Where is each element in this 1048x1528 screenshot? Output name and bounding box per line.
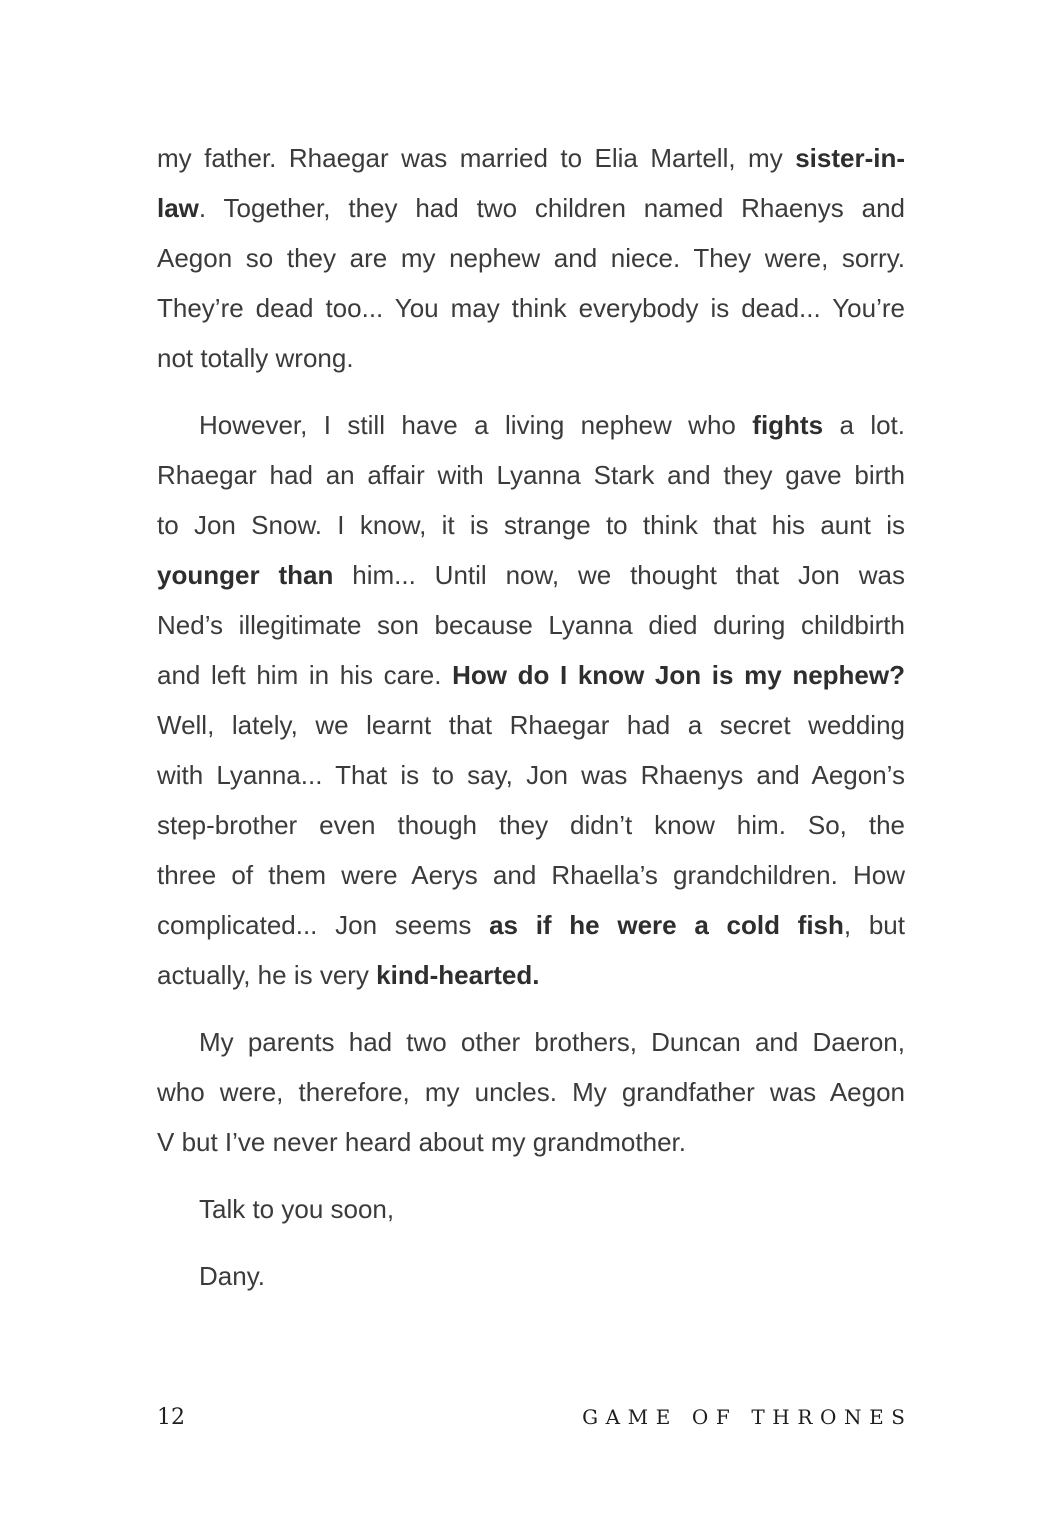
paragraph xyxy=(157,400,905,1000)
text-line xyxy=(157,133,905,183)
text-line xyxy=(157,850,905,900)
text-segment: V but I’ve never heard about my grandmother. xyxy=(157,1127,686,1157)
text-line xyxy=(157,900,905,950)
text-segment: a lot. xyxy=(823,410,906,440)
text-segment: . Together, they had two children named Rhaenys and xyxy=(198,193,905,223)
page-number: 12 xyxy=(157,1405,185,1430)
text-segment: not totally wrong. xyxy=(157,343,354,373)
text-segment: However, I still have a living nephew who xyxy=(199,410,753,440)
text-segment: Rhaegar had an affair with Lyanna Stark and they gave birth xyxy=(157,460,905,490)
text-segment: Aegon so they are my nephew and niece. They were, sorry. xyxy=(157,243,905,273)
text-line xyxy=(157,700,905,750)
text-segment: who were, therefore, my uncles. My grandfather was Aegon xyxy=(157,1077,905,1107)
bold-text-segment: fights xyxy=(752,410,824,440)
bold-text-segment: as if he were a cold fish xyxy=(489,910,844,940)
text-line xyxy=(157,283,905,333)
text-line xyxy=(157,1017,905,1067)
text-line xyxy=(157,950,905,1000)
text-line xyxy=(157,1117,905,1167)
text-line xyxy=(157,750,905,800)
text-line xyxy=(157,400,905,450)
text-segment: actually, he is very xyxy=(157,960,377,990)
text-line xyxy=(157,333,905,383)
text-line xyxy=(157,233,905,283)
text-segment: , but xyxy=(843,910,905,940)
text-line xyxy=(157,450,905,500)
text-segment: with Lyanna... That is to say, Jon was Rhaenys and Aegon’s xyxy=(157,760,905,790)
text-segment: him... Until now, we thought that Jon was xyxy=(333,560,906,590)
text-segment: Ned’s illegitimate son because Lyanna died during childbirth xyxy=(157,610,905,640)
text-line xyxy=(157,800,905,850)
text-line xyxy=(157,1067,905,1117)
bold-text-segment: kind-hearted. xyxy=(376,960,540,990)
text-segment: Dany. xyxy=(199,1261,265,1291)
text-line xyxy=(157,1251,905,1301)
paragraph xyxy=(157,133,905,383)
text-segment: three of them were Aerys and Rhaella’s grandchildren. How xyxy=(157,860,905,890)
bold-text-segment: law xyxy=(157,193,199,223)
text-segment: My parents had two other brothers, Duncan and Daeron, xyxy=(199,1027,905,1057)
text-segment: Well, lately, we learnt that Rhaegar had a secret wedding xyxy=(157,710,905,740)
text-line xyxy=(157,1184,905,1234)
paragraph xyxy=(157,1017,905,1167)
text-line xyxy=(157,183,905,233)
bold-text-segment: sister-in- xyxy=(795,143,905,173)
letter-body xyxy=(157,133,905,1318)
page-footer xyxy=(157,1400,913,1435)
text-line xyxy=(157,600,905,650)
running-title: GAME OF THRONES xyxy=(582,1405,913,1429)
text-segment: to Jon Snow. I know, it is strange to think that his aunt is xyxy=(157,510,905,540)
bold-text-segment: How do I know Jon is my nephew? xyxy=(452,660,905,690)
text-segment: Talk to you soon, xyxy=(199,1194,395,1224)
text-line xyxy=(157,650,905,700)
text-segment: my father. Rhaegar was married to Elia Martell, my xyxy=(157,143,796,173)
text-line xyxy=(157,550,905,600)
text-segment: They’re dead too... You may think everybody is dead... You’re xyxy=(157,293,905,323)
text-line xyxy=(157,500,905,550)
text-segment: step-brother even though they didn’t know him. So, the xyxy=(157,810,905,840)
text-segment: and left him in his care. xyxy=(157,660,453,690)
paragraph xyxy=(157,1184,905,1234)
bold-text-segment: younger than xyxy=(157,560,334,590)
text-segment: complicated... Jon seems xyxy=(157,910,490,940)
paragraph xyxy=(157,1251,905,1301)
